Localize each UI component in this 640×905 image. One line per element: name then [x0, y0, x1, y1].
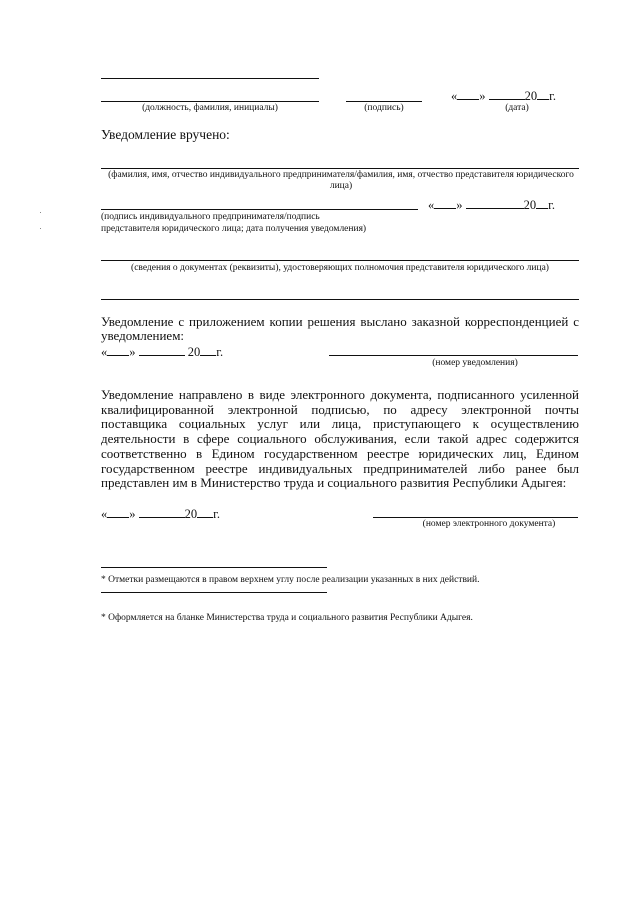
date-caption: (дата) — [505, 103, 529, 113]
delivered-name-caption: (фамилия, имя, отчество индивидуального предпринимателя/фамилия, имя, отчество представителя юридического лица) — [108, 170, 574, 191]
scan-speck — [40, 212, 41, 213]
mailed-number-line — [329, 355, 578, 356]
scan-speck — [40, 228, 41, 229]
footnote-2: * Оформляется на бланке Министерства труда и социального развития Республики Адыгея. — [101, 613, 473, 623]
mailed-text: Уведомление с приложением копии решения выслано заказной корреспонденцией с уведомлением: — [101, 314, 579, 343]
delivered-heading: Уведомление вручено: — [101, 127, 230, 142]
signature-date: « » 20 г. — [451, 89, 556, 103]
electronic-date: « » 20 г. — [101, 507, 220, 521]
mailed-date: « » 20 г. — [101, 345, 224, 359]
delivered-signature-line — [101, 209, 418, 210]
documents-caption: (сведения о документах (реквизиты), удостоверяющих полномочия представителя юридического лица) — [131, 263, 549, 273]
electronic-text: Уведомление направлено в виде электронного документа, подписанного усиленной квалифицированной электронной подписью, по адресу электронной почты поставщика социальных услуг или лица, приступающего к осуществлению деятельности в сфере социального обслуживания, если такой адрес содержится соответственно в Едином государственном реестре юридических лиц, Едином государственном реестре индивидуальных предпринимателей либо ранее был представлен им в Министерство труда и социального развития Республики Адыгея: — [101, 387, 579, 491]
position-line-upper — [101, 78, 319, 79]
extra-line — [101, 299, 579, 300]
position-line — [101, 101, 319, 102]
signature-line — [346, 101, 422, 102]
electronic-number-line — [373, 517, 578, 518]
position-caption: (должность, фамилия, инициалы) — [142, 103, 278, 113]
footnote-1: * Отметки размещаются в правом верхнем углу после реализации указанных в них действий. — [101, 575, 480, 585]
signature-caption: (подпись) — [364, 103, 404, 113]
delivered-signature-caption-1: (подпись индивидуального предпринимателя/подпись — [101, 212, 320, 222]
electronic-number-caption: (номер электронного документа) — [422, 519, 556, 529]
delivered-name-line — [101, 168, 579, 169]
delivered-date: « » 20 г. — [428, 198, 555, 212]
delivered-signature-caption-2: представителя юридического лица; дата получения уведомления) — [101, 224, 367, 234]
documents-line — [101, 260, 579, 261]
mailed-number-caption: (номер уведомления) — [432, 358, 518, 368]
footnote-separator-2 — [101, 592, 327, 593]
footnote-separator-1 — [101, 567, 327, 568]
